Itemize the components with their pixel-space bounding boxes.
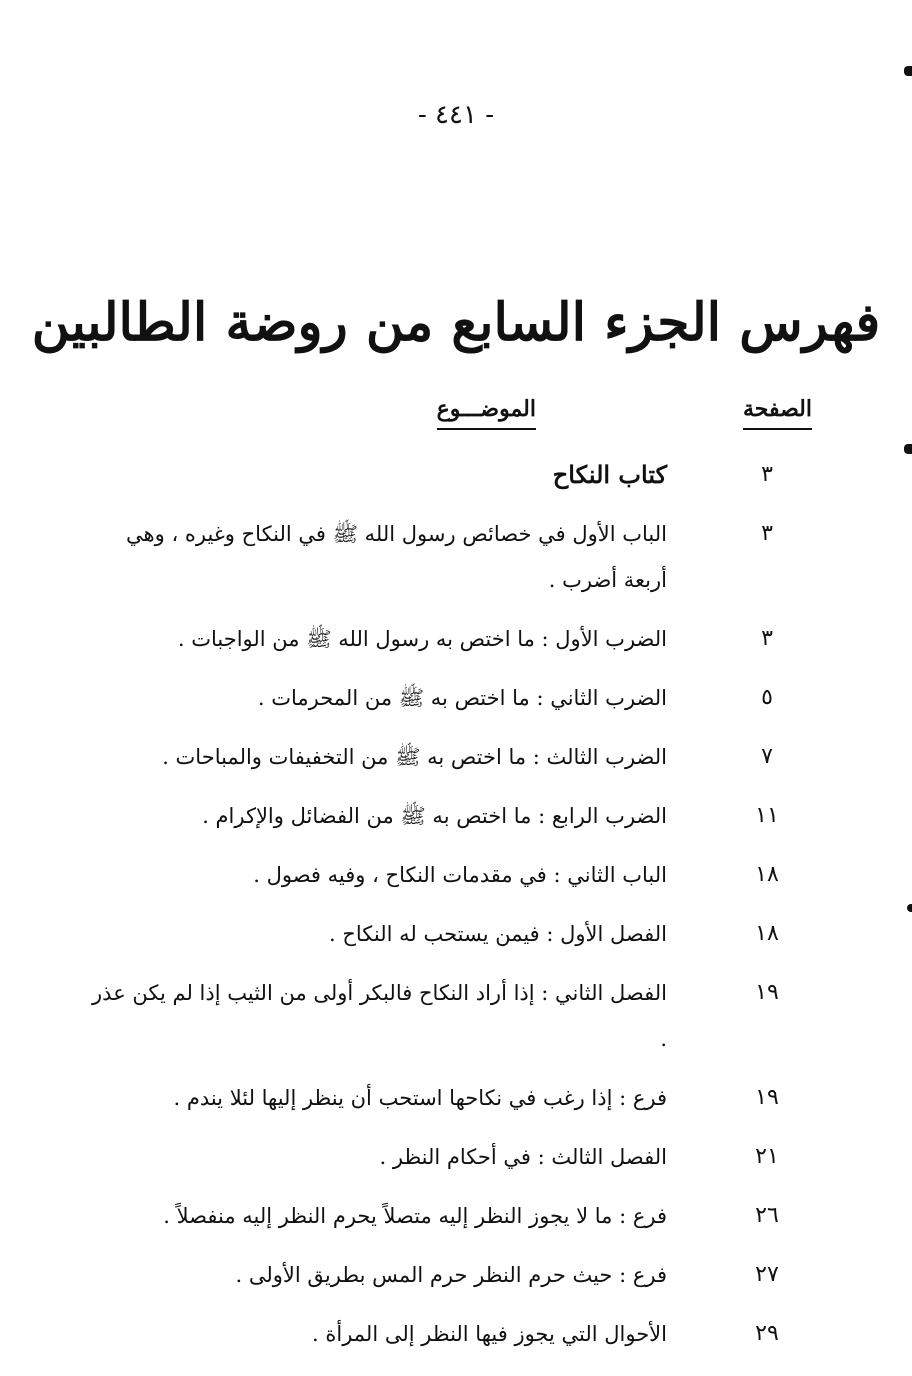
toc-entry <box>87 511 812 603</box>
toc-topic: فرع : إذا رغب في نكاحها استحب أن ينظر إليها لئلا يندم . <box>173 1086 667 1110</box>
toc-entry <box>87 616 812 662</box>
page-number: - ٤٤١ - <box>417 100 495 130</box>
toc-topic: الفصل الأول : فيمن يستحب له النكاح . <box>328 922 667 946</box>
toc-entry <box>87 1075 812 1121</box>
toc-topic: الضرب الثاني : ما اختص به ﷺ من المحرمات . <box>257 686 667 710</box>
toc-list <box>87 452 812 1370</box>
toc-page-number: ٣ <box>761 626 773 651</box>
toc-page-number: ١٨ <box>755 862 779 887</box>
toc-topic: فرع : ما لا يجوز النظر إليه متصلاً يحرم النظر إليه منفصلاً . <box>163 1204 667 1228</box>
toc-page-number: ٢٩ <box>755 1321 779 1346</box>
toc-page-number: ٣ <box>761 462 773 487</box>
toc-page-number: ٢١ <box>755 1144 779 1169</box>
scan-edge-mark <box>907 904 912 912</box>
column-header-topic: الموضـــوع <box>437 394 536 430</box>
toc-entry <box>87 970 812 1062</box>
toc-entry <box>87 852 812 898</box>
scan-edge-mark <box>904 444 912 454</box>
toc-topic: الضرب الأول : ما اختص به رسول الله ﷺ من الواجبات . <box>177 627 667 651</box>
toc-topic: الأحوال التي يجوز فيها النظر إلى المرأة . <box>312 1322 667 1346</box>
toc-topic: كتاب النكاح <box>552 460 667 489</box>
toc-page-number: ٥ <box>761 685 773 710</box>
toc-entry <box>87 675 812 721</box>
page-title: فهرس الجزء السابع من روضة الطالبين <box>31 292 881 353</box>
toc-topic: الضرب الرابع : ما اختص به ﷺ من الفضائل والإكرام . <box>202 804 667 828</box>
toc-entry <box>87 1311 812 1357</box>
toc-page-number: ٧ <box>761 744 773 769</box>
toc-entry <box>87 1193 812 1239</box>
toc-topic: الباب الأول في خصائص رسول الله ﷺ في النكاح وغيره ، وهي أربعة أضرب . <box>126 522 667 592</box>
toc-topic: الفصل الثالث : في أحكام النظر . <box>379 1145 667 1169</box>
toc-page-number: ١٩ <box>755 1085 779 1110</box>
toc-page-number: ٣ <box>761 521 773 546</box>
toc-page-number: ١٨ <box>755 921 779 946</box>
toc-page-number: ١١ <box>755 803 779 828</box>
toc-entry <box>87 452 812 498</box>
toc-page-number: ٢٧ <box>755 1262 779 1287</box>
toc-topic: فرع : حيث حرم النظر حرم المس بطريق الأولى . <box>235 1263 667 1287</box>
toc-topic: الضرب الثالث : ما اختص به ﷺ من التخفيفات والمباحات . <box>162 745 667 769</box>
toc-entry <box>87 734 812 780</box>
toc-entry <box>87 1252 812 1298</box>
toc-topic: الباب الثاني : في مقدمات النكاح ، وفيه فصول . <box>253 863 667 887</box>
toc-entry <box>87 1134 812 1180</box>
toc-entry <box>87 793 812 839</box>
scan-edge-mark <box>904 66 912 76</box>
toc-page-number: ٢٦ <box>755 1203 779 1228</box>
toc-topic: الفصل الثاني : إذا أراد النكاح فالبكر أولى من الثيب إذا لم يكن عذر . <box>92 981 667 1051</box>
toc-page-number: ١٩ <box>755 980 779 1005</box>
toc-entry <box>87 911 812 957</box>
column-header-page: الصفحة <box>743 394 812 430</box>
